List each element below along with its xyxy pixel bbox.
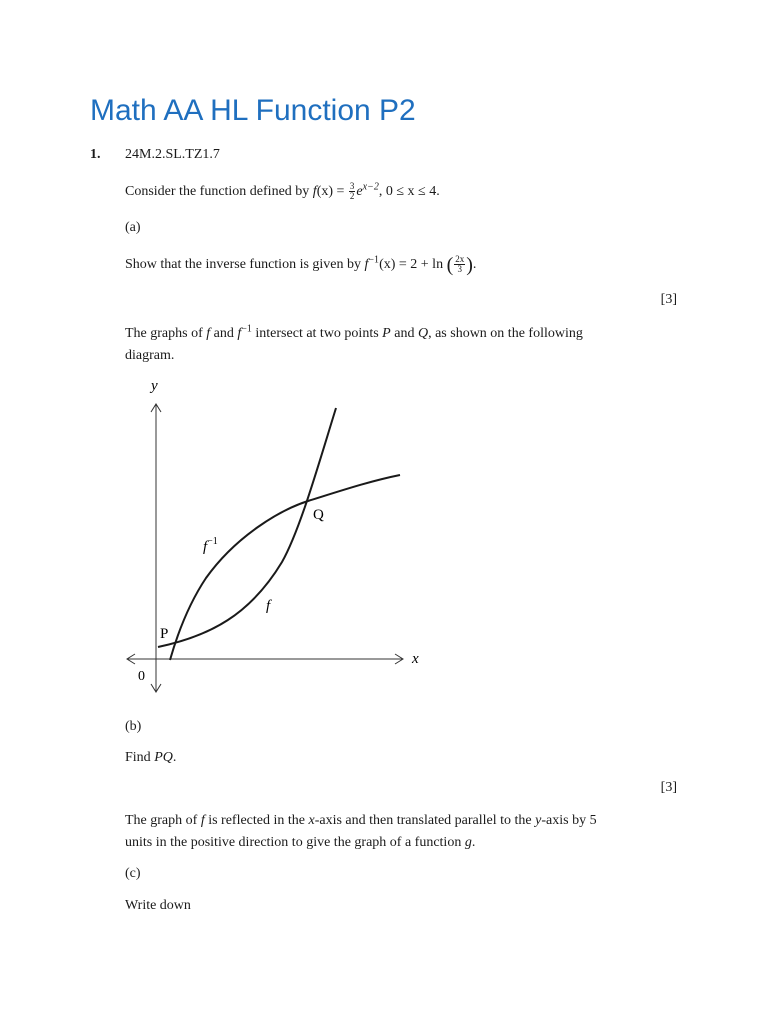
intro-fraction bbox=[349, 182, 356, 201]
graph-text-line1 bbox=[125, 323, 583, 345]
part-a-x-arg: (x) bbox=[379, 257, 396, 272]
intro-frac-den: 2 bbox=[349, 191, 355, 202]
f-label: f bbox=[266, 598, 271, 614]
question-number: 1. bbox=[90, 147, 101, 162]
origin-label: 0 bbox=[138, 669, 145, 684]
f-inverse-label-f: f bbox=[203, 539, 208, 555]
graph-text-f2: f bbox=[237, 326, 242, 341]
part-a-inv-exp: −1 bbox=[368, 254, 380, 266]
reflect-f: f bbox=[200, 813, 205, 828]
part-a-label: (a) bbox=[125, 220, 141, 235]
function-diagram bbox=[0, 370, 768, 700]
graph-text-and: and bbox=[210, 326, 238, 341]
part-a-end: . bbox=[472, 257, 477, 272]
part-a-frac-num: 2x bbox=[455, 254, 465, 265]
part-a-rhs: = 2 + ln bbox=[395, 257, 447, 272]
graph-text-P: P bbox=[382, 326, 391, 341]
part-b-text bbox=[125, 747, 176, 769]
part-a-fraction bbox=[454, 255, 465, 274]
x-axis-label: x bbox=[412, 651, 419, 667]
graph-text-and2: and bbox=[390, 326, 418, 341]
reflect-c: -axis and then translated parallel to the bbox=[314, 813, 536, 828]
question-intro bbox=[125, 181, 440, 203]
part-b-label: (b) bbox=[125, 719, 142, 734]
reflect-g: g bbox=[464, 835, 472, 850]
intro-exponent: x−2 bbox=[362, 181, 379, 193]
point-Q-label: Q bbox=[313, 507, 324, 523]
part-a-frac-den: 3 bbox=[457, 264, 462, 275]
part-b-prefix: Find bbox=[125, 750, 155, 765]
part-a-prefix: Show that the inverse function is given by bbox=[125, 257, 365, 272]
part-c-label: (c) bbox=[125, 866, 141, 881]
f-inverse-label bbox=[203, 536, 218, 555]
part-b-end: . bbox=[172, 750, 177, 765]
part-b-PQ: PQ bbox=[154, 750, 173, 765]
part-a-text bbox=[125, 254, 476, 276]
intro-prefix: Consider the function defined by bbox=[125, 184, 313, 199]
intro-x-arg: (x) bbox=[316, 184, 334, 199]
graph-text-a: The graphs of bbox=[125, 326, 207, 341]
graph-text-f: f bbox=[206, 326, 211, 341]
part-c-text: Write down bbox=[125, 898, 191, 913]
f-curve bbox=[158, 408, 336, 647]
reflect-y: y bbox=[535, 813, 542, 828]
graph-text-inv-exp: −1 bbox=[241, 323, 252, 335]
graph-text-Q: Q bbox=[417, 326, 429, 341]
reflect-line2-b: . bbox=[471, 835, 476, 850]
intro-domain: , 0 ≤ x ≤ 4. bbox=[378, 184, 440, 199]
part-a-open-paren: ( bbox=[446, 254, 454, 276]
graph-text-line2: diagram. bbox=[125, 348, 175, 363]
reflect-text-line2 bbox=[125, 832, 475, 854]
part-a-f: f bbox=[364, 257, 369, 272]
part-b-marks: [3] bbox=[660, 780, 677, 795]
intro-e: e bbox=[356, 184, 363, 199]
f-inverse-label-exp: −1 bbox=[207, 536, 218, 547]
reflect-x: x bbox=[308, 813, 315, 828]
point-P-label: P bbox=[160, 626, 169, 642]
graph-text-b: intersect at two points bbox=[251, 326, 383, 341]
reflect-b: is reflected in the bbox=[204, 813, 309, 828]
page-title: Math AA HL Function P2 bbox=[90, 94, 416, 127]
part-a-close-paren: ) bbox=[466, 254, 473, 276]
reflect-d: -axis by 5 bbox=[541, 813, 597, 828]
intro-eq: = bbox=[333, 184, 348, 199]
intro-f: f bbox=[312, 184, 317, 199]
graph-text-c: , as shown on the following bbox=[428, 326, 583, 341]
part-a-marks: [3] bbox=[660, 292, 677, 307]
intro-frac-num: 3 bbox=[349, 181, 355, 192]
reflect-text-line1 bbox=[125, 810, 597, 832]
reflect-a: The graph of bbox=[125, 813, 201, 828]
y-axis-label: y bbox=[151, 378, 158, 394]
question-reference: 24M.2.SL.TZ1.7 bbox=[125, 147, 220, 162]
reflect-line2-a: units in the positive direction to give the graph of a function bbox=[125, 835, 465, 850]
